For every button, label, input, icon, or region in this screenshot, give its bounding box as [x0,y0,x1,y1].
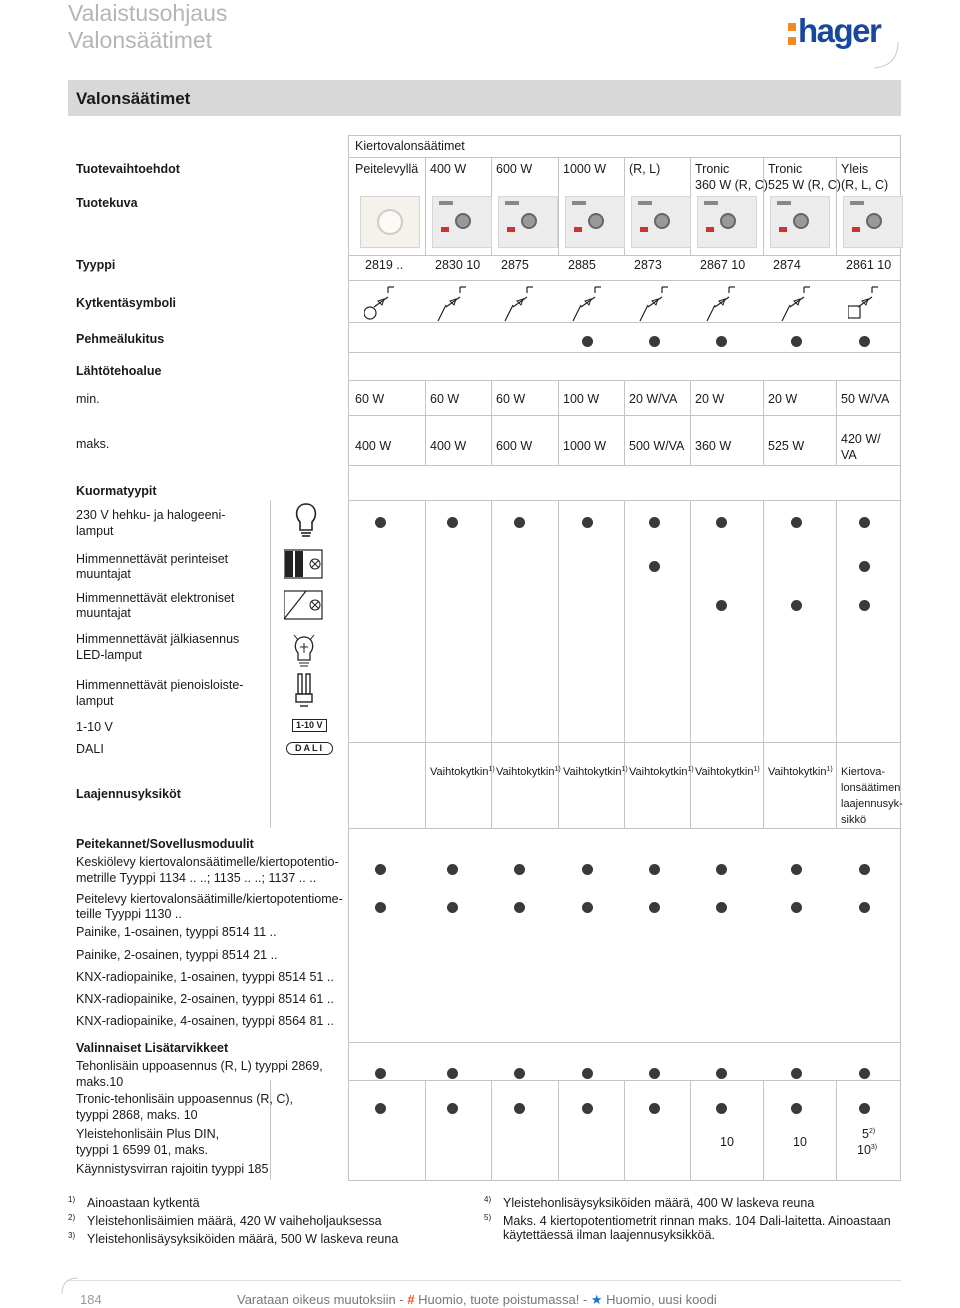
star-icon: ★ [590,1292,603,1307]
product-part [572,201,586,205]
footnote-ref: 3) [870,1144,878,1151]
product-part [574,227,582,232]
type-code: 2861 10 [846,258,892,272]
table-rule [763,1080,764,1180]
product-part [505,201,519,205]
footnote-ref: 1) [554,766,561,773]
table-rule [558,1080,559,1180]
accessory-count: 10 [793,1135,807,1149]
variant-label: 400 W [430,162,467,176]
product-part [638,201,652,205]
footnote-text: Yleistehonlisäimien määrä, 420 W vaiheholjauksessa [87,1214,382,1228]
min-power: 20 W [768,392,798,406]
table-rule [836,1080,837,1180]
load-dot [514,517,525,528]
product-part [779,227,787,232]
product-image [843,196,903,248]
accessory-dot [514,1068,525,1079]
logo-colon-icon [788,23,797,45]
accessory-label: Yleistehonlisäin Plus DIN, [76,1127,220,1141]
load-label-line2: muuntajat [76,606,131,620]
cover-dot [716,902,727,913]
incandescent-bulb-icon [284,500,328,540]
table-rule [425,380,426,465]
load-label: 230 V hehku- ja halogeeni- [76,508,226,522]
footnote-text: Maks. 4 kiertopotentiometrit rinnan maks. 104 Dali-laitetta. Ainoastaan [503,1214,891,1228]
accessory-count: 10 [720,1135,734,1149]
soft-lock-dot [859,336,870,347]
load-dot [859,600,870,611]
table-rule [348,322,901,323]
accessory-dot [447,1103,458,1114]
min-power: 20 W [695,392,725,406]
cover-label: Keskiölevy kiertovalonsäätimelle/kiertopotentio- [76,855,339,869]
product-image [360,196,420,248]
load-dot [649,561,660,572]
section-banner [68,80,901,116]
min-power: 20 W/VA [629,392,678,406]
cover-dot [649,864,660,875]
header-title-line1: Valaistusohjaus [68,0,228,26]
accessory-dot [649,1103,660,1114]
soft-lock-dot [791,336,802,347]
extension-unit: Vaihtokytkin$^{1)}$ [629,766,694,778]
accessory-dot [375,1103,386,1114]
extension-unit: Vaihtokytkin$^{1)}$ [563,766,628,778]
accessory-dot [375,1068,386,1079]
dimmer-knob-icon [377,209,403,235]
accessory-label-line2: tyyppi 1 6599 01, maks. [76,1143,209,1157]
product-part [507,227,515,232]
product-part [852,227,860,232]
footnote-ref: 2) [868,1128,876,1135]
product-part [866,213,882,229]
type-code: 2867 10 [700,258,746,272]
cover-label: Painike, 2-osainen, tyyppi 8514 21 .. [76,948,278,962]
label-load-types: Kuormatyypit [76,484,157,498]
cover-label: Peitelevy kiertovalonsäätimille/kiertopotentiome- [76,892,343,906]
load-label: Himmennettävät pienoisloiste- [76,678,244,692]
hash-symbol: # [407,1292,415,1307]
variant-label-line2: 525 W (R, C) [768,178,841,192]
product-image [498,196,558,248]
cover-dot [447,902,458,913]
type-code: 2885 [568,258,596,272]
header-title-line2: Valonsäätimet [68,27,213,53]
table-rule [624,380,625,465]
footnote-ref: 1) [687,766,694,773]
min-power: 60 W [355,392,385,406]
accessory-dot [447,1068,458,1079]
label-output-range: Lähtötehoalue [76,364,162,378]
table-rule [763,157,764,255]
product-part [455,213,471,229]
product-part [588,213,604,229]
compact-fluorescent-icon [284,672,328,712]
table-rule [348,135,901,136]
cover-dot [859,864,870,875]
accessory-dot [582,1068,593,1079]
extension-unit-last: Kiertova- [841,766,886,778]
badge-dali: DALI [286,742,333,755]
cover-dot [791,902,802,913]
accessory-label: Tehonlisäin uppoasennus (R, L) tyyppi 2869, [76,1059,323,1073]
max-power: 600 W [496,439,533,453]
table-rule [558,380,559,465]
table-rule [763,380,764,465]
variant-label-line2: (R, L, C) [841,178,889,192]
max-power: 400 W [430,439,467,453]
footer-note: Varataan oikeus muutoksiin - # Huomio, tuote poistumassa! - ★ Huomio, uusi koodi [237,1292,717,1307]
section-title: Valonsäätimet [76,89,191,108]
label-type: Tyyppi [76,258,116,272]
footer-rule [68,1280,901,1281]
extension-unit: Vaihtokytkin$^{1)}$ [768,766,833,778]
variant-label: Tronic [695,162,730,176]
load-dot [582,517,593,528]
accessory-dot [791,1103,802,1114]
table-rule [558,157,559,255]
cover-dot [514,902,525,913]
label-soft-lock: Pehmeälukitus [76,332,165,346]
cover-dot [716,864,727,875]
table-rule [425,500,426,828]
accessory-dot [791,1068,802,1079]
min-power: 60 W [496,392,526,406]
load-label: Himmennettävät perinteiset [76,552,229,566]
max-power: 1000 W [563,439,607,453]
group-header: Kiertovalonsäätimet [355,139,465,153]
page-corner-swoosh-icon [870,40,900,70]
table-rule [836,157,837,255]
table-rule [900,135,901,1180]
max-power: 500 W/VA [629,439,685,453]
variant-label: Tronic [768,162,803,176]
extension-unit-last: lonsäätimen [841,782,901,794]
label-min: min. [76,392,100,406]
soft-lock-dot [582,336,593,347]
label-product-variants: Tuotevaihtoehdot [76,162,180,176]
cover-label: KNX-radiopainike, 2-osainen, tyyppi 8514 61 .. [76,992,334,1006]
max-power: 525 W [768,439,805,453]
extension-unit: Vaihtokytkin$^{1)}$ [496,766,561,778]
switch-symbol-icon [848,283,880,323]
table-rule [763,500,764,828]
accessory-count: 5$^{2)}$ [862,1127,876,1141]
product-image [697,196,757,248]
load-dot [859,561,870,572]
load-label-line2: muuntajat [76,567,131,581]
label-product-image: Tuotekuva [76,196,138,210]
max-power: 420 W/ [841,432,881,446]
accessory-dot [859,1103,870,1114]
label-dali: DALI [76,742,104,756]
accessory-label-line2: tyyppi 2868, maks. 10 [76,1108,198,1122]
load-label-line2: lamput [76,524,114,538]
label-covers: Peitekannet/Sovellusmoduulit [76,837,254,851]
table-rule [624,1080,625,1180]
label-max: maks. [76,437,110,451]
table-rule [836,500,837,828]
accessory-label: Käynnistysvirran rajoitin tyyppi 185 [76,1162,269,1176]
table-rule [348,135,349,1180]
max-power: 400 W [355,439,392,453]
max-power-line2: VA [841,448,857,462]
product-part [441,227,449,232]
accessory-label-line2: maks.10 [76,1075,124,1089]
soft-lock-dot [716,336,727,347]
badge-1-10v: 1-10 V [292,719,327,732]
table-rule [348,465,901,466]
product-part [850,201,864,205]
electronic-transformer-icon [284,588,328,628]
cover-label: KNX-radiopainike, 4-osainen, tyyppi 8564 81 .. [76,1014,334,1028]
switch-symbol-icon [503,283,535,323]
accessory-dot [716,1103,727,1114]
cover-dot [791,864,802,875]
min-power: 60 W [430,392,460,406]
table-rule [348,280,901,281]
table-rule [348,352,901,353]
type-code: 2874 [773,258,801,272]
accessory-dot [514,1103,525,1114]
cover-dot [582,902,593,913]
cover-label-line2: metrille Tyyppi 1134 .. ..; 1135 .. ..; 1137 .. .. [76,871,317,885]
cover-dot [375,864,386,875]
page-number: 184 [80,1292,102,1307]
label-optional-accessories: Valinnaiset Lisätarvikkeet [76,1041,229,1055]
table-rule [836,380,837,465]
footer-corner-swoosh-icon [60,1276,80,1296]
extension-unit-last: sikkö [841,814,867,826]
product-part [704,201,718,205]
cover-label-line2: teille Tyyppi 1130 .. [76,907,182,921]
cover-label: KNX-radiopainike, 1-osainen, tyyppi 8514 51 .. [76,970,334,984]
cover-label: Painike, 1-osainen, tyyppi 8514 11 .. [76,925,277,939]
product-part [521,213,537,229]
min-power: 100 W [563,392,600,406]
switch-symbol-icon [571,283,603,323]
load-dot [447,517,458,528]
load-dot [649,517,660,528]
product-image [631,196,691,248]
accessory-dot [859,1068,870,1079]
variant-label: Peitelevyllä [355,162,419,176]
footnote-number: 4) [484,1195,492,1204]
product-part [706,227,714,232]
table-rule [348,1180,901,1181]
footnote-number: 3) [68,1231,76,1240]
table-rule [270,500,271,828]
switch-symbol-icon [705,283,737,323]
footnote-ref: 1) [826,766,833,773]
load-dot [859,517,870,528]
accessory-dot [649,1068,660,1079]
led-bulb-icon [284,631,328,671]
load-dot [791,600,802,611]
table-rule [348,828,901,829]
label-symbol: Kytkentäsymboli [76,296,177,310]
footnote-number: 2) [68,1213,76,1222]
load-label: Himmennettävät elektroniset [76,591,235,605]
max-power: 360 W [695,439,732,453]
table-rule [491,380,492,465]
table-rule [348,255,901,256]
load-label-line2: LED-lamput [76,648,142,662]
label-extension-units: Laajennusyksiköt [76,787,181,801]
accessory-dot [716,1068,727,1079]
footnote-number: 5) [484,1213,492,1222]
variant-label: 600 W [496,162,533,176]
product-part [439,201,453,205]
variant-label-line2: 360 W (R, C) [695,178,768,192]
table-rule [690,380,691,465]
extension-unit: Vaihtokytkin$^{1)}$ [695,766,760,778]
switch-symbol-icon [638,283,670,323]
table-rule [491,1080,492,1180]
accessory-label: Tronic-tehonlisäin uppoasennus (R, C), [76,1092,294,1106]
variant-label: (R, L) [629,162,661,176]
load-label: Himmennettävät jälkiasennus [76,632,240,646]
footnote-ref: 1) [753,766,760,773]
table-rule [425,1080,426,1180]
variant-label: 1000 W [563,162,607,176]
footnote-ref: 1) [488,766,495,773]
product-part [793,213,809,229]
extension-unit-last: laajennusyk- [841,798,903,810]
footnote-ref: 1) [621,766,628,773]
accessory-dot [582,1103,593,1114]
cover-dot [582,864,593,875]
product-part [777,201,791,205]
cover-dot [514,864,525,875]
cover-dot [649,902,660,913]
min-power: 50 W/VA [841,392,890,406]
table-rule [690,1080,691,1180]
type-code: 2819 .. [365,258,404,272]
type-code: 2873 [634,258,662,272]
type-code: 2830 10 [435,258,481,272]
product-image [565,196,625,248]
footnote-number: 1) [68,1195,76,1204]
switch-symbol-icon [364,283,396,323]
footnote-text: Yleistehonlisäysyksiköiden määrä, 500 W laskeva reuna [87,1232,399,1246]
switch-symbol-icon [436,283,468,323]
cover-dot [375,902,386,913]
table-rule [348,1042,901,1043]
load-dot [791,517,802,528]
label-1-10v: 1-10 V [76,720,113,734]
product-image [432,196,492,248]
footnote-text: Ainoastaan kytkentä [87,1196,200,1210]
product-image [770,196,830,248]
cover-dot [859,902,870,913]
table-rule [425,157,426,255]
footnote-text: Yleistehonlisäysyksiköiden määrä, 400 W laskeva reuna [503,1196,815,1210]
type-code: 2875 [501,258,529,272]
product-part [654,213,670,229]
variant-label: Yleis [841,162,869,176]
load-dot [375,517,386,528]
hager-logo: hager [788,16,894,52]
accessory-count: 10$^{3)}$ [857,1143,878,1157]
extension-unit: Vaihtokytkin$^{1)}$ [430,766,495,778]
soft-lock-dot [649,336,660,347]
load-dot [716,600,727,611]
product-part [640,227,648,232]
conventional-transformer-icon [284,547,328,587]
load-dot [716,517,727,528]
load-label-line2: lamput [76,694,114,708]
footnote-text: käytettäessä ilman laajennusyksikköä. [503,1228,715,1242]
switch-symbol-icon [780,283,812,323]
product-part [720,213,736,229]
cover-dot [447,864,458,875]
